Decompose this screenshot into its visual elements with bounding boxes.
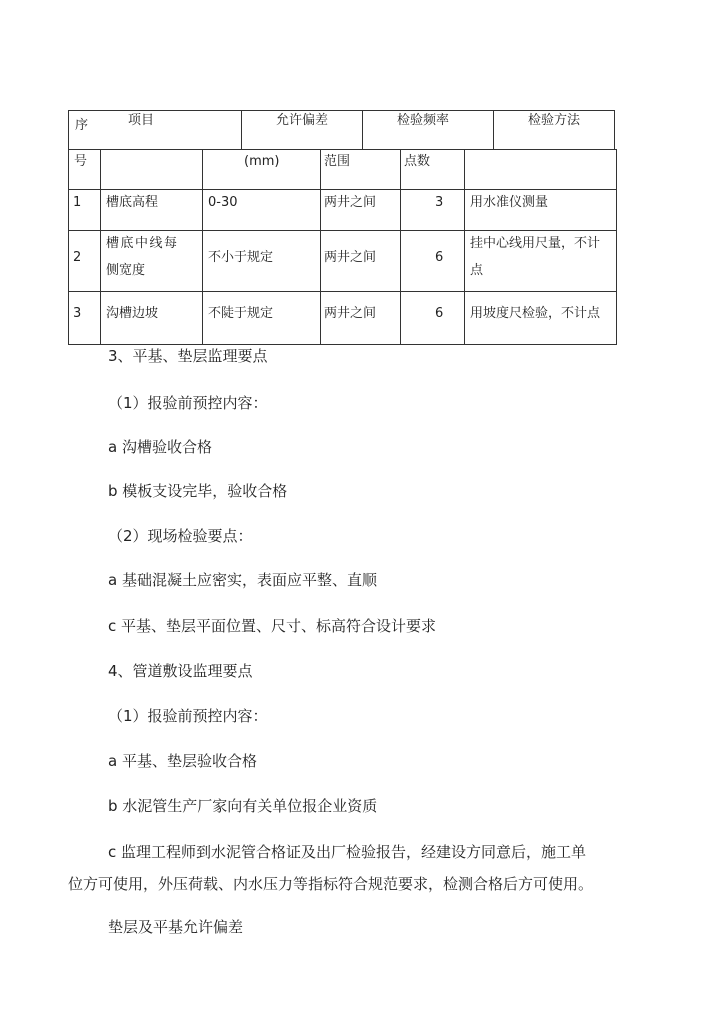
table-cell-range: 两井之间 [324, 195, 377, 210]
table-border [68, 230, 617, 231]
table-cell-item: 槽底高程 [106, 195, 159, 210]
table-border [464, 149, 465, 345]
table-cell-item: 侧宽度 [106, 263, 146, 278]
table-border [493, 110, 494, 150]
table-border [68, 291, 617, 292]
table-cell-no: 1 [73, 195, 82, 210]
paragraph: a 基础混凝土应密实，表面应平整、直顺 [108, 571, 377, 589]
table-cell-tolerance: 不小于规定 [208, 250, 274, 265]
header-tolerance: 允许偏差 [276, 113, 329, 128]
table-cell-points: 6 [435, 306, 444, 321]
table-cell-range: 两井之间 [324, 250, 377, 265]
table-cell-method: 挂中心线用尺量，不计 [470, 236, 601, 251]
table-cell-points: 6 [435, 250, 444, 265]
table-border [616, 149, 617, 345]
paragraph: 位方可使用，外压荷载、内水压力等指标符合规范要求，检测合格后方可使用。 [68, 875, 594, 893]
header-range: 范围 [324, 154, 351, 169]
header-xu: 序 [75, 118, 89, 133]
table-cell-method: 用坡度尺检验，不计点 [470, 306, 601, 321]
table-border [68, 110, 615, 111]
table-cell-tolerance: 0-30 [208, 195, 238, 210]
table-border [100, 149, 101, 345]
paragraph: a 沟槽验收合格 [108, 438, 212, 456]
paragraph: b 水泥管生产厂家向有关单位报企业资质 [108, 797, 378, 815]
header-hao: 号 [74, 154, 88, 169]
table-border [68, 189, 617, 190]
table-cell-item: 沟槽边坡 [106, 306, 159, 321]
header-item: 项目 [128, 113, 155, 128]
table-border [68, 149, 69, 345]
table-border [68, 149, 617, 150]
header-points: 点数 [404, 154, 431, 169]
paragraph: b 模板支设完毕，验收合格 [108, 482, 288, 500]
header-unit: (mm) [244, 154, 280, 169]
subsection-heading: （1）报验前预控内容： [108, 394, 268, 412]
table-border [614, 110, 615, 150]
paragraph: c 监理工程师到水泥管合格证及出厂检验报告，经建设方同意后，施工单 [108, 843, 587, 861]
table-border [68, 110, 69, 150]
table-cell-method: 用水准仪测量 [470, 195, 549, 210]
header-frequency: 检验频率 [397, 113, 450, 128]
table-cell-points: 3 [435, 195, 444, 210]
table-border [400, 149, 401, 345]
table-cell-method: 点 [470, 263, 484, 278]
subsection-heading: （2）现场检验要点： [108, 527, 253, 545]
table-border [202, 149, 203, 345]
table-border [320, 149, 321, 345]
table-cell-no: 2 [73, 250, 82, 265]
table-cell-range: 两井之间 [324, 306, 377, 321]
paragraph: a 平基、垫层验收合格 [108, 752, 257, 770]
section-heading: 垫层及平基允许偏差 [108, 918, 244, 936]
table-border [362, 110, 363, 150]
table-cell-no: 3 [73, 306, 82, 321]
subsection-heading: （1）报验前预控内容： [108, 707, 268, 725]
table-border [68, 344, 617, 345]
section-heading: 3、平基、垫层监理要点 [108, 347, 268, 365]
section-heading: 4、管道敷设监理要点 [108, 662, 253, 680]
header-method: 检验方法 [528, 113, 581, 128]
table-cell-tolerance: 不陡于规定 [208, 306, 274, 321]
table-border [241, 110, 242, 150]
paragraph: c 平基、垫层平面位置、尺寸、标高符合设计要求 [108, 617, 437, 635]
table-cell-item: 槽底中线每 [106, 236, 179, 251]
